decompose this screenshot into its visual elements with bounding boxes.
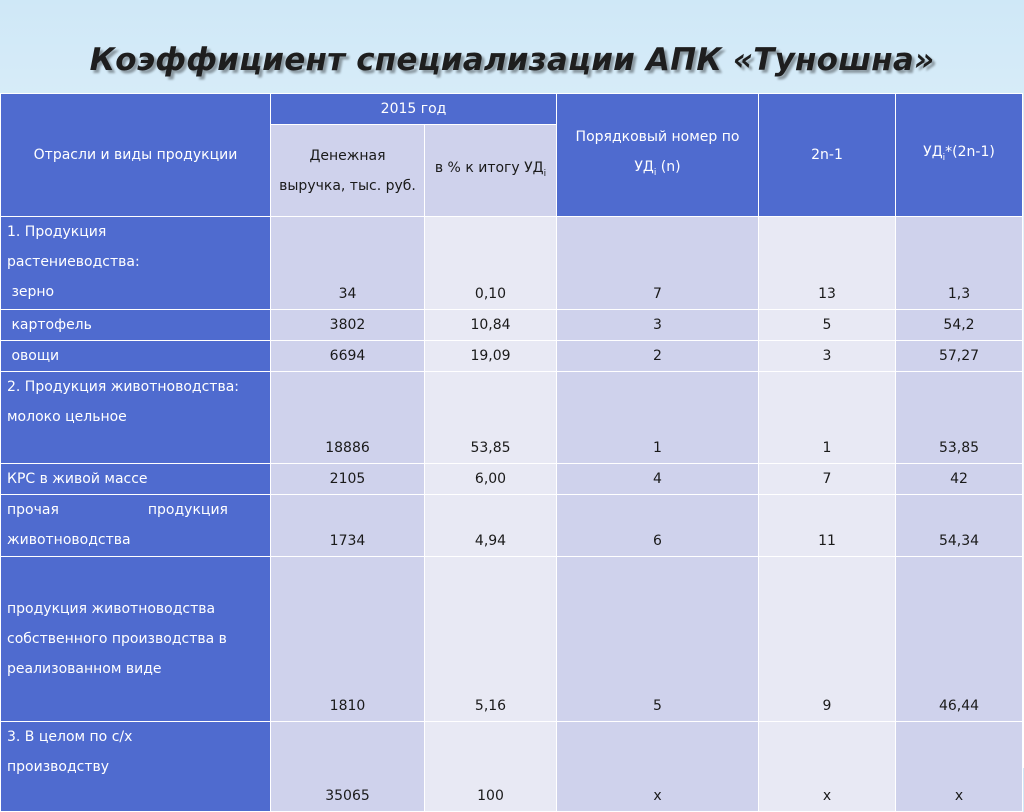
cell-rank: х bbox=[557, 722, 759, 812]
row-label: КРС в живой массе bbox=[1, 464, 271, 495]
header-2n-1: 2n-1 bbox=[759, 94, 896, 217]
cell-2n-1: 11 bbox=[759, 495, 896, 557]
cell-2n-1: 9 bbox=[759, 557, 896, 722]
cell-rank: 6 bbox=[557, 495, 759, 557]
table-row bbox=[1, 217, 1023, 310]
cell-revenue: 35065 bbox=[271, 722, 425, 812]
cell-percent: 19,09 bbox=[425, 341, 557, 372]
row-label: 3. В целом по с/х производству bbox=[1, 722, 271, 812]
cell-product: 1,3 bbox=[896, 217, 1023, 310]
cell-percent: 5,16 bbox=[425, 557, 557, 722]
row-label: 1. Продукция растениеводства: зерно bbox=[1, 217, 271, 310]
cell-revenue: 18886 bbox=[271, 372, 425, 464]
cell-revenue: 3802 bbox=[271, 310, 425, 341]
cell-product: 57,27 bbox=[896, 341, 1023, 372]
table-row bbox=[1, 464, 1023, 495]
header-rank: Порядковый номер по $УД_i$ (n) bbox=[557, 94, 759, 217]
table-row bbox=[1, 372, 1023, 464]
cell-2n-1: 7 bbox=[759, 464, 896, 495]
slide-title: Коэффициент специализации АПК «Туношна» bbox=[89, 42, 935, 78]
cell-product: 53,85 bbox=[896, 372, 1023, 464]
table-row bbox=[1, 341, 1023, 372]
cell-2n-1: х bbox=[759, 722, 896, 812]
specialization-table bbox=[0, 93, 1023, 812]
cell-2n-1: 5 bbox=[759, 310, 896, 341]
cell-rank: 7 bbox=[557, 217, 759, 310]
table-row bbox=[1, 310, 1023, 341]
header-year: 2015 год bbox=[271, 94, 557, 125]
table-row bbox=[1, 722, 1023, 812]
cell-percent: 0,10 bbox=[425, 217, 557, 310]
cell-product: 42 bbox=[896, 464, 1023, 495]
header-product: $УД_i*(2n-1)$ bbox=[896, 94, 1023, 217]
cell-product: 54,2 bbox=[896, 310, 1023, 341]
cell-product: 54,34 bbox=[896, 495, 1023, 557]
table-row bbox=[1, 495, 1023, 557]
cell-rank: 3 bbox=[557, 310, 759, 341]
header-percent: в % к итогу $УД_i$ bbox=[425, 125, 557, 217]
row-label: 2. Продукция животноводства: молоко цельное bbox=[1, 372, 271, 464]
row-label: овощи bbox=[1, 341, 271, 372]
row-label: прочая продукция животноводства bbox=[1, 495, 271, 557]
cell-revenue: 34 bbox=[271, 217, 425, 310]
specialization-table-container bbox=[0, 93, 1024, 804]
row-label: картофель bbox=[1, 310, 271, 341]
cell-revenue: 1734 bbox=[271, 495, 425, 557]
cell-rank: 4 bbox=[557, 464, 759, 495]
cell-revenue: 2105 bbox=[271, 464, 425, 495]
header-revenue: Денежная выручка, тыс. руб. bbox=[271, 125, 425, 217]
cell-2n-1: 3 bbox=[759, 341, 896, 372]
cell-percent: 10,84 bbox=[425, 310, 557, 341]
cell-percent: 4,94 bbox=[425, 495, 557, 557]
cell-percent: 100 bbox=[425, 722, 557, 812]
cell-product: 46,44 bbox=[896, 557, 1023, 722]
cell-revenue: 1810 bbox=[271, 557, 425, 722]
table-row bbox=[1, 557, 1023, 722]
cell-2n-1: 1 bbox=[759, 372, 896, 464]
cell-product: х bbox=[896, 722, 1023, 812]
cell-revenue: 6694 bbox=[271, 341, 425, 372]
cell-rank: 5 bbox=[557, 557, 759, 722]
cell-rank: 2 bbox=[557, 341, 759, 372]
cell-percent: 6,00 bbox=[425, 464, 557, 495]
cell-percent: 53,85 bbox=[425, 372, 557, 464]
header-branches: Отрасли и виды продукции bbox=[1, 94, 271, 217]
cell-2n-1: 13 bbox=[759, 217, 896, 310]
cell-rank: 1 bbox=[557, 372, 759, 464]
row-label: продукция животноводства собственного производства в реализованном виде bbox=[1, 557, 271, 722]
